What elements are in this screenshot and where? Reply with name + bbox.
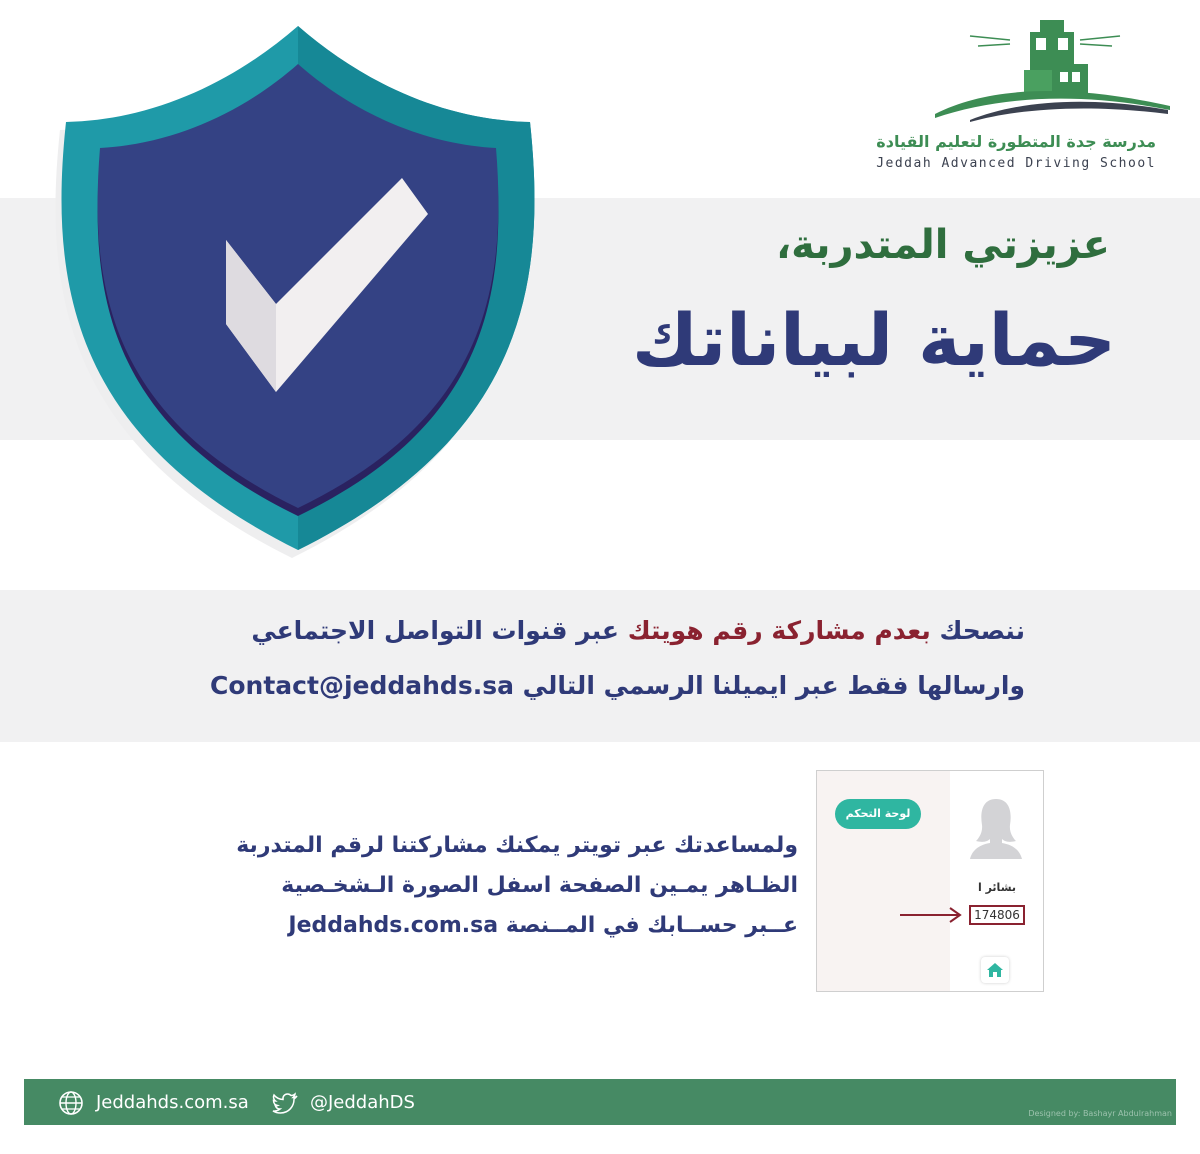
dashboard-button[interactable]: لوحة التحكم xyxy=(835,799,921,829)
website-link[interactable] xyxy=(58,1090,268,1116)
trainee-id: 174806 xyxy=(969,905,1025,925)
logo-english-name: Jeddah Advanced Driving School xyxy=(876,156,1156,171)
arrow-icon xyxy=(900,905,964,925)
avatar-icon xyxy=(970,797,1022,859)
advice-line-2: وارسالها فقط عبر ايميلنا الرسمي التالي Contact@jeddahds.sa xyxy=(210,671,1025,700)
user-name: بشائر ا xyxy=(977,881,1017,894)
website-text: Jeddahds.com.sa xyxy=(96,1092,249,1113)
school-building-logo xyxy=(930,14,1180,129)
twitter-help-line-1: ولمساعدتك عبر تويتر يمكنك مشاركتنا لرقم المتدربة xyxy=(236,833,798,858)
home-icon xyxy=(981,957,1009,983)
platform-screenshot xyxy=(816,770,1044,992)
home-button[interactable] xyxy=(981,957,1009,983)
advice-band xyxy=(0,590,1200,742)
advice-line-1-end: عبر قنوات التواصل الاجتماعي xyxy=(251,616,620,645)
twitter-handle: @JeddahDS xyxy=(310,1092,415,1113)
twitter-help-line-3: عــبر حســابك في المــنصة Jeddahds.com.sa xyxy=(288,913,798,938)
logo-arabic-name: مدرسة جدة المتطورة لتعليم القيادة xyxy=(876,132,1156,151)
greeting: عزيزتي المتدربة، xyxy=(775,222,1110,268)
shield-check-icon xyxy=(30,18,555,566)
advice-line-1 xyxy=(251,616,1025,645)
globe-icon xyxy=(58,1090,86,1116)
twitter-help-text xyxy=(158,826,798,946)
footer-bar xyxy=(24,1079,1176,1125)
school-logo xyxy=(876,14,1180,171)
advice-highlight: بعدم مشاركة رقم هويتك xyxy=(627,616,931,645)
designer-credit: Designed by: Bashayr Abdulrahman xyxy=(1028,1109,1172,1118)
page-title: حماية لبياناتك xyxy=(632,298,1116,382)
twitter-icon xyxy=(272,1090,300,1116)
twitter-link[interactable] xyxy=(272,1090,472,1116)
twitter-help-line-2: الظـاهر يمـين الصفحة اسفل الصورة الـشخـصية xyxy=(281,873,798,898)
advice-line-1-start: ننصحك xyxy=(939,616,1025,645)
